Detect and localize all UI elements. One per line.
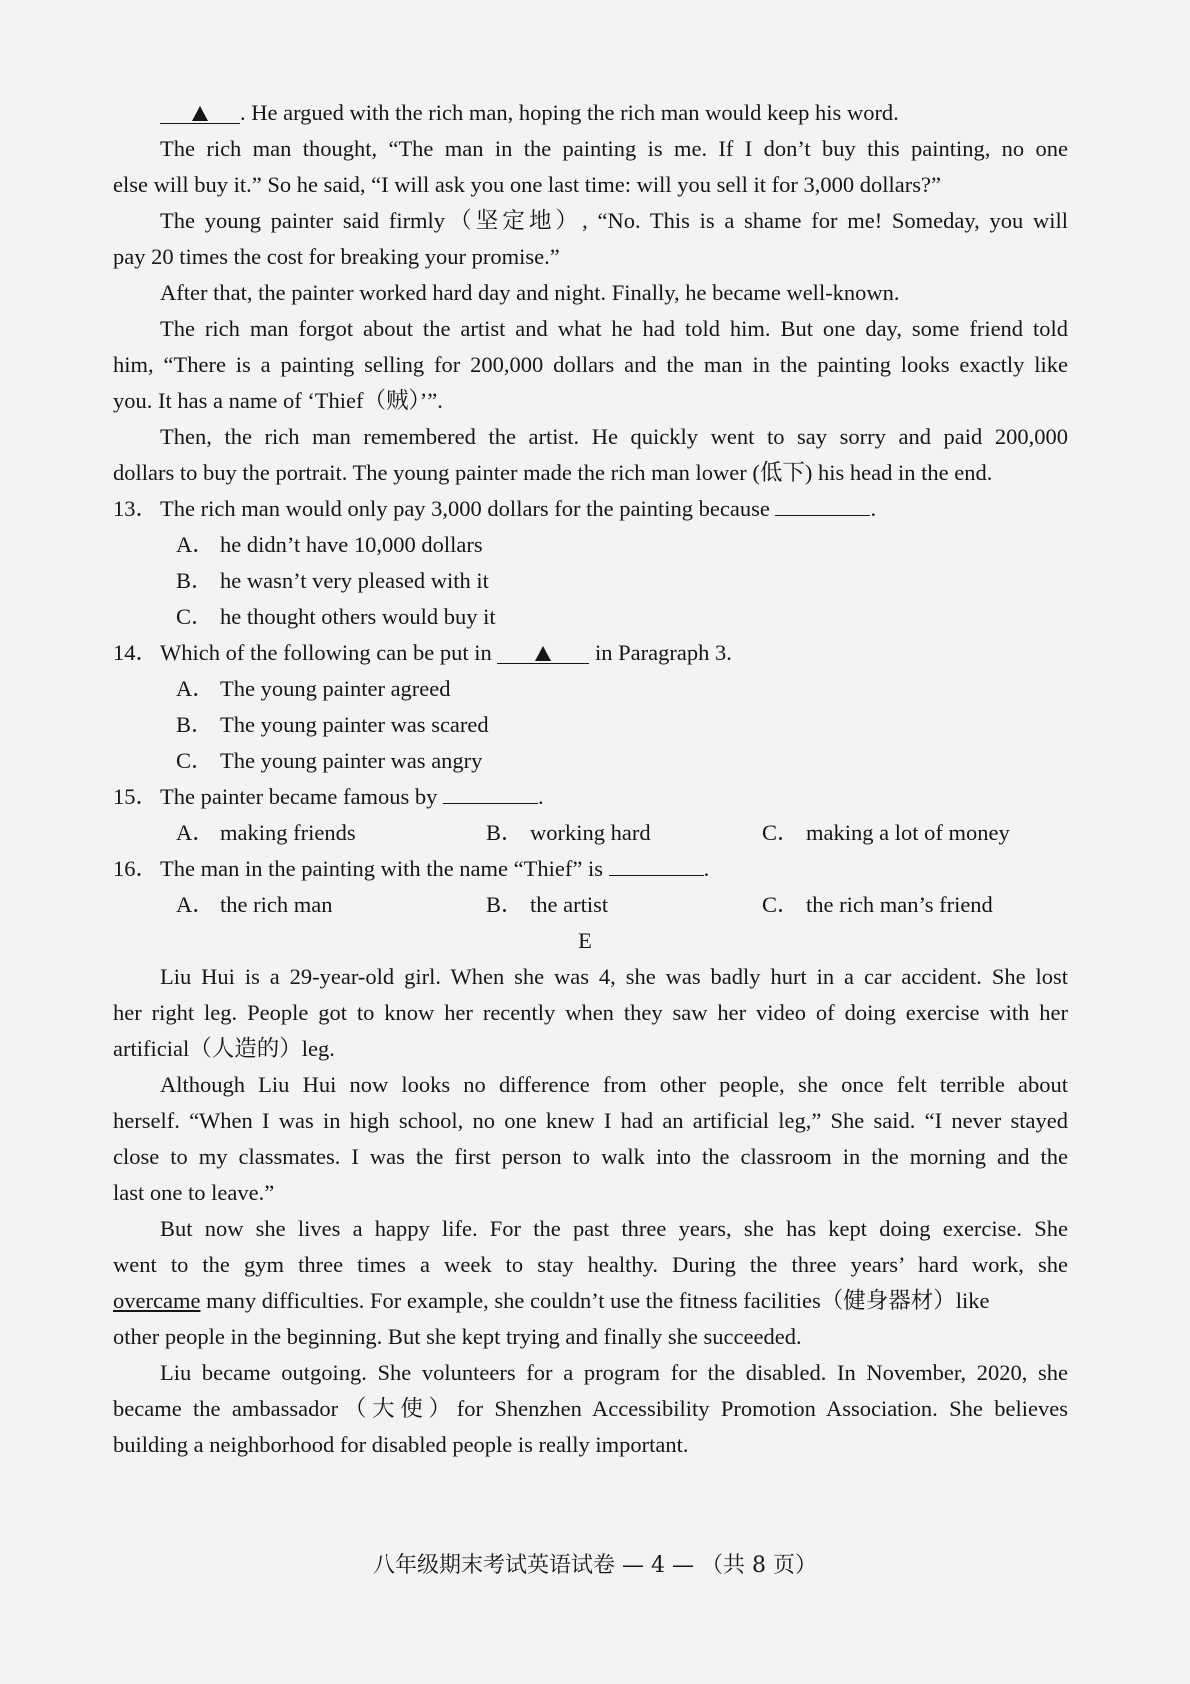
- question-14: 14．Which of the following can be put in in Paragraph 3.: [113, 638, 732, 668]
- question-stem: The rich man would only pay 3,000 dollars for the painting because: [160, 496, 770, 521]
- question-15: 15．The painter became famous by .: [113, 782, 544, 812]
- paragraph-line: you. It has a name of ‘Thief（贼）’”.: [113, 388, 443, 413]
- answer-blank[interactable]: [609, 855, 704, 876]
- option-b[interactable]: B． working hard: [486, 820, 651, 845]
- question-number: 14．: [113, 640, 159, 665]
- paragraph-line: The young painter said firmly（坚定地）, “No. This is a shame for me! Someday, you will: [160, 208, 1068, 233]
- section-heading: E: [578, 928, 592, 953]
- triangle-icon: [535, 646, 551, 661]
- question-stem: The man in the painting with the name “Thief” is: [160, 856, 603, 881]
- option-a[interactable]: A． the rich man: [176, 892, 333, 917]
- paragraph-line: went to the gym three times a week to stay healthy. During the three years’ hard work, she: [113, 1252, 1068, 1277]
- answer-blank[interactable]: [775, 495, 870, 516]
- question-16: 16．The man in the painting with the name “Thief” is .: [113, 854, 709, 884]
- option-c[interactable]: C． he thought others would buy it: [176, 604, 496, 629]
- paragraph-line: him, “There is a painting selling for 200,000 dollars and the man in the painting looks exactly like: [113, 352, 1068, 377]
- answer-blank[interactable]: [443, 783, 538, 804]
- option-b[interactable]: B． The young painter was scared: [176, 712, 489, 737]
- paragraph-line: Then, the rich man remembered the artist. He quickly went to say sorry and paid 200,000: [160, 424, 1068, 449]
- question-number: 15．: [113, 784, 159, 809]
- question-stem: The painter became famous by: [160, 784, 438, 809]
- option-c[interactable]: C． making a lot of money: [762, 820, 1010, 845]
- underlined-word: overcame: [113, 1288, 201, 1313]
- option-a[interactable]: A． making friends: [176, 820, 356, 845]
- option-c[interactable]: C． The young painter was angry: [176, 748, 483, 773]
- paragraph-line: close to my classmates. I was the first person to walk into the classroom in the morning and the: [113, 1144, 1068, 1169]
- question-stem: Which of the following can be put in: [160, 640, 492, 665]
- paragraph-line: last one to leave.”: [113, 1180, 275, 1205]
- question-number: 16．: [113, 856, 159, 881]
- paragraph-line: artificial（人造的）leg.: [113, 1036, 335, 1061]
- paragraph-line: The rich man thought, “The man in the painting is me. If I don’t buy this painting, no one: [160, 136, 1068, 161]
- paragraph-line: Liu became outgoing. She volunteers for a program for the disabled. In November, 2020, she: [160, 1360, 1068, 1385]
- answer-blank-triangle: [160, 103, 240, 124]
- paragraph-line: overcame many difficulties. For example, she couldn’t use the fitness facilities（健身器材）like: [113, 1288, 990, 1313]
- page-footer: 八年级期末考试英语试卷 — 4 — （共 8 页）: [373, 1553, 817, 1578]
- paragraph-line: But now she lives a happy life. For the past three years, she has kept doing exercise. She: [160, 1216, 1068, 1241]
- paragraph-line: building a neighborhood for disabled people is really important.: [113, 1432, 689, 1457]
- option-b[interactable]: B． he wasn’t very pleased with it: [176, 568, 489, 593]
- paragraph-line: After that, the painter worked hard day and night. Finally, he became well-known.: [160, 280, 900, 305]
- paragraph-line: The rich man forgot about the artist and what he had told him. But one day, some friend told: [160, 316, 1068, 341]
- option-a[interactable]: A． he didn’t have 10,000 dollars: [176, 532, 483, 557]
- option-a[interactable]: A． The young painter agreed: [176, 676, 451, 701]
- paragraph-line: herself. “When I was in high school, no one knew I had an artificial leg,” She said. “I never stayed: [113, 1108, 1068, 1133]
- answer-blank-triangle: [497, 643, 589, 664]
- paragraph-line: dollars to buy the portrait. The young painter made the rich man lower (低下) his head in the end.: [113, 460, 993, 485]
- paragraph-line: her right leg. People got to know her recently when they saw her video of doing exercise with her: [113, 1000, 1068, 1025]
- paragraph-line: other people in the beginning. But she kept trying and finally she succeeded.: [113, 1324, 802, 1349]
- question-number: 13．: [113, 496, 159, 521]
- paragraph-2-end: . He argued with the rich man, hoping the rich man would keep his word.: [160, 98, 899, 128]
- paragraph-line: Although Liu Hui now looks no difference from other people, she once felt terrible about: [160, 1072, 1068, 1097]
- paragraph-line: else will buy it.” So he said, “I will ask you one last time: will you sell it for 3,000 dollars?”: [113, 172, 941, 197]
- option-b[interactable]: B． the artist: [486, 892, 609, 917]
- option-c[interactable]: C． the rich man’s friend: [762, 892, 993, 917]
- question-13: 13．The rich man would only pay 3,000 dollars for the painting because .: [113, 494, 876, 524]
- paragraph-line: Liu Hui is a 29-year-old girl. When she was 4, she was badly hurt in a car accident. She lost: [160, 964, 1068, 989]
- paragraph-line: pay 20 times the cost for breaking your promise.”: [113, 244, 560, 269]
- triangle-icon: [192, 106, 208, 121]
- paragraph-line: became the ambassador（大使）for Shenzhen Accessibility Promotion Association. She believes: [113, 1396, 1068, 1421]
